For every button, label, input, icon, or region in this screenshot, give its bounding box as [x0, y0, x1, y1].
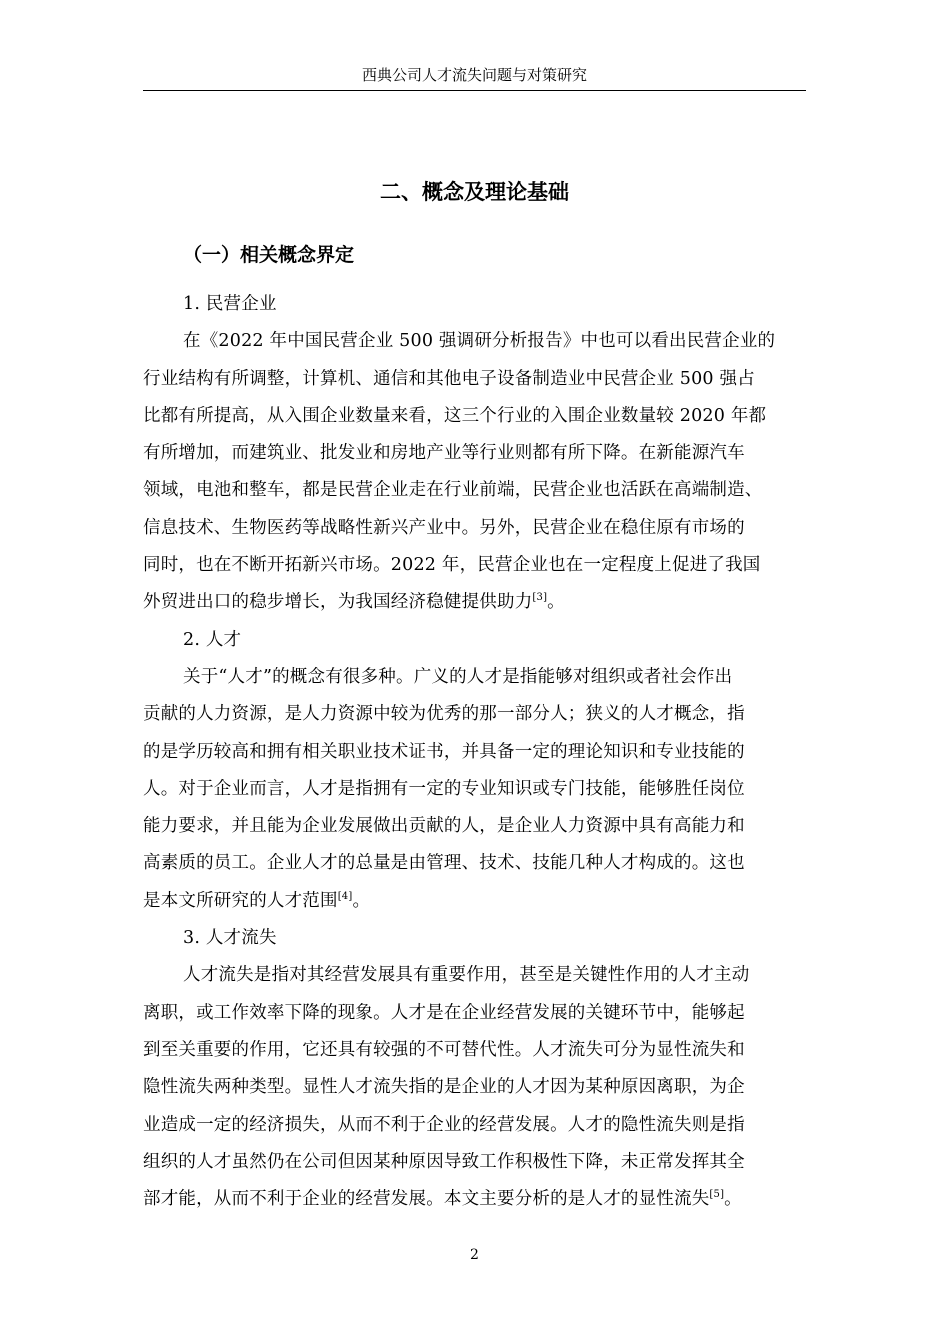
paragraph-line-text: 外贸进出口的稳步增长，为我国经济稳健提供助力 — [143, 592, 533, 613]
paragraph-line-text: 部才能，从而不利于企业的经营发展。本文主要分析的是人才的显性流失 — [143, 1189, 710, 1210]
paragraph-line: 贡献的人力资源，是人力资源中较为优秀的那一部分人；狭义的人才概念，指 — [143, 704, 745, 725]
paragraph-end: 。 — [547, 592, 565, 613]
subsection-heading: 3. 人才流失 — [183, 928, 277, 949]
paragraph-line: 组织的人才虽然仍在公司但因某种原因导致工作积极性下降，未正常发挥其全 — [143, 1151, 745, 1172]
citation-mark: [4] — [337, 890, 353, 902]
page-number: 2 — [470, 1247, 479, 1263]
section-title: （一）相关概念界定 — [183, 244, 355, 266]
subsection-private-enterprise — [143, 286, 813, 622]
paragraph-line: 能力要求，并且能为企业发展做出贡献的人，是企业人力资源中具有高能力和 — [143, 816, 745, 837]
subsection-talent — [143, 622, 813, 920]
paragraph-line: 的是学历较高和拥有相关职业技术证书，并具备一定的理论知识和专业技能的 — [143, 741, 745, 762]
paragraph-line: 人才流失是指对其经营发展具有重要作用，甚至是关键性作用的人才主动 — [183, 965, 750, 986]
paragraph-line: 有所增加，而建筑业、批发业和房地产业等行业则都有所下降。在新能源汽车 — [143, 443, 745, 464]
paragraph-line: 业造成一定的经济损失，从而不利于企业的经营发展。人才的隐性流失则是指 — [143, 1114, 745, 1135]
paragraph-line: 比都有所提高，从入围企业数量来看，这三个行业的入围企业数量较 2020 年都 — [143, 405, 767, 426]
paragraph-line: 行业结构有所调整，计算机、通信和其他电子设备制造业中民营企业 500 强占 — [143, 368, 755, 389]
chapter-title: 二、概念及理论基础 — [380, 179, 569, 204]
paragraph-last-line — [143, 584, 813, 621]
paragraph-line: 同时，也在不断开拓新兴市场。2022 年，民营企业也在一定程度上促进了我国 — [143, 555, 761, 576]
subsection-talent-loss — [143, 920, 813, 1218]
paragraph-line: 离职，或工作效率下降的现象。人才是在企业经营发展的关键环节中，能够起 — [143, 1002, 745, 1023]
paragraph-line: 信息技术、生物医药等战略性新兴产业中。另外，民营企业在稳住原有市场的 — [143, 517, 745, 538]
subsection-heading: 2. 人才 — [183, 629, 242, 650]
paragraph-line: 隐性流失两种类型。显性人才流失指的是企业的人才因为某种原因离职，为企 — [143, 1077, 745, 1098]
subsection-heading: 1. 民营企业 — [183, 294, 277, 314]
paragraph-line: 人。对于企业而言，人才是指拥有一定的专业知识或专门技能，能够胜任岗位 — [143, 778, 745, 799]
paragraph-end: 。 — [724, 1189, 742, 1210]
citation-mark: [3] — [532, 592, 548, 604]
paragraph-line: 高素质的员工。企业人才的总量是由管理、技术、技能几种人才构成的。这也 — [143, 853, 745, 874]
paragraph-last-line — [143, 883, 813, 920]
body-text — [143, 286, 813, 1218]
paragraph-end: 。 — [352, 890, 371, 911]
running-header — [143, 62, 806, 91]
paragraph-line: 关于“人才”的概念有很多种。广义的人才是指能够对组织或者社会作出 — [183, 666, 733, 687]
paragraph-line: 在《2022 年中国民营企业 500 强调研分析报告》中也可以看出民营企业的 — [183, 331, 776, 352]
running-header-title: 西典公司人才流失问题与对策研究 — [361, 66, 587, 84]
paragraph-line: 领域，电池和整车，都是民营企业走在行业前端，民营企业也活跃在高端制造、 — [143, 480, 763, 501]
paragraph-last-line — [143, 1181, 813, 1218]
paragraph-line: 到至关重要的作用，它还具有较强的不可替代性。人才流失可分为显性流失和 — [143, 1039, 745, 1060]
citation-mark: [5] — [709, 1189, 725, 1201]
paragraph-line-text: 是本文所研究的人才范围 — [143, 890, 338, 911]
